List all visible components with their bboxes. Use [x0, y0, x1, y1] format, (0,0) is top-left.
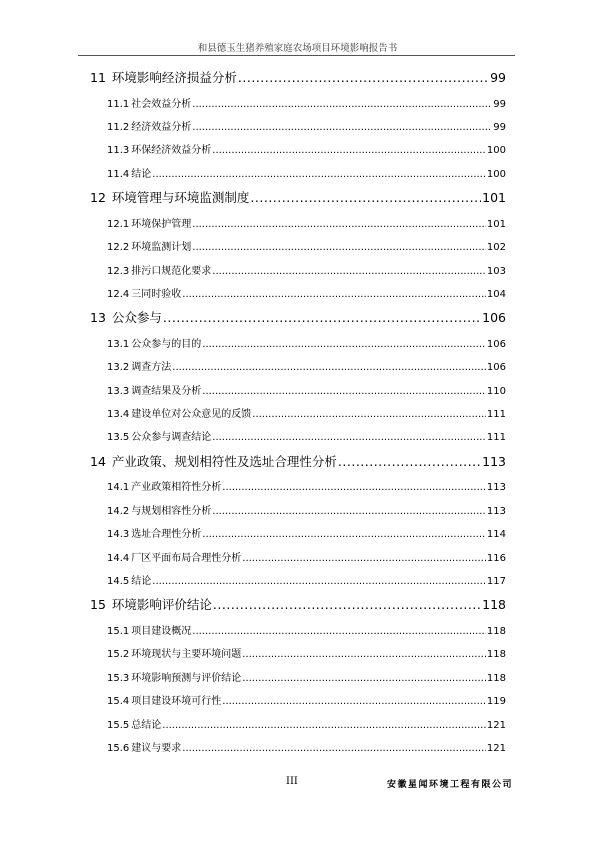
toc-entry-number: 15 [90, 597, 106, 613]
toc-entry-title: 调查结果及分析 [131, 385, 202, 397]
toc-chapter-entry[interactable] [90, 68, 506, 95]
toc-entry-page: 121 [486, 719, 506, 731]
toc-leader-dots [202, 529, 486, 540]
toc-entry-page: 110 [486, 385, 506, 397]
toc-entry-number: 13.5 [107, 432, 130, 444]
toc-entry-number: 12.1 [107, 218, 130, 230]
toc-chapter-entry[interactable] [90, 308, 506, 335]
toc-entry-number: 15.5 [107, 719, 130, 731]
toc-entry-number: 14.4 [107, 552, 130, 564]
toc-leader-dots [252, 409, 486, 420]
toc-entry-page: 99 [493, 121, 506, 133]
toc-entry-number: 12.4 [107, 288, 130, 300]
toc-entry-number: 11.3 [107, 145, 130, 157]
toc-entry-page: 113 [486, 505, 506, 517]
toc-entry-page: 100 [486, 168, 506, 180]
toc-leader-dots [182, 743, 486, 754]
toc-section-entry[interactable] [90, 358, 506, 381]
toc-leader-dots [202, 386, 486, 397]
toc-leader-dots [162, 720, 486, 731]
toc-entry-title: 环境保护管理 [131, 218, 192, 230]
toc-entry-page: 118 [486, 649, 506, 661]
toc-entry-number: 14.1 [107, 482, 130, 494]
toc-leader-dots [152, 576, 486, 587]
toc-entry-title: 与规划相容性分析 [131, 505, 212, 517]
toc-entry-title: 环境影响评价结论 [111, 597, 212, 613]
toc-entry-title: 厂区平面布局合理性分析 [131, 552, 242, 564]
toc-entry-page: 111 [486, 409, 506, 421]
toc-leader-dots [172, 362, 486, 373]
toc-section-entry[interactable] [90, 502, 506, 525]
toc-entry-number: 13.2 [107, 362, 130, 374]
toc-entry-page: 111 [486, 432, 506, 444]
toc-entry-number: 14.5 [107, 576, 130, 588]
toc-entry-number: 11.1 [107, 98, 130, 110]
toc-leader-dots [192, 99, 492, 110]
toc-entry-page: 100 [486, 145, 506, 157]
toc-entry-number: 12 [90, 190, 106, 206]
toc-entry-number: 13.1 [107, 338, 130, 350]
toc-section-entry[interactable] [90, 692, 506, 715]
toc-section-entry[interactable] [90, 525, 506, 548]
toc-section-entry[interactable] [90, 478, 506, 501]
toc-entry-page: 101 [486, 218, 506, 230]
toc-entry-number: 11.4 [107, 168, 130, 180]
toc-entry-title: 社会效益分析 [131, 98, 192, 110]
toc-entry-page: 121 [486, 742, 506, 754]
toc-entry-number: 12.2 [107, 242, 130, 254]
toc-leader-dots [238, 70, 489, 85]
toc-entry-title: 环境监测计划 [131, 242, 192, 254]
toc-section-entry[interactable] [90, 335, 506, 358]
toc-entry-number: 14 [90, 453, 106, 469]
toc-entry-title: 结论 [131, 168, 152, 180]
toc-entry-title: 环境影响预测与评价结论 [131, 672, 242, 684]
toc-entry-page: 113 [486, 482, 506, 494]
toc-leader-dots [182, 289, 486, 300]
page-number: III [286, 776, 298, 787]
toc-section-entry[interactable] [90, 669, 506, 692]
toc-entry-number: 11.2 [107, 121, 130, 133]
toc-entry-title: 产业政策相符性分析 [131, 482, 222, 494]
toc-leader-dots [192, 219, 486, 230]
toc-entry-title: 环境现状与主要环境问题 [131, 649, 242, 661]
toc-entry-page: 104 [486, 288, 506, 300]
toc-leader-dots [338, 454, 481, 469]
toc-entry-number: 15.3 [107, 672, 130, 684]
toc-section-entry[interactable] [90, 716, 506, 739]
toc-entry-page: 101 [482, 190, 506, 206]
toc-entry-title: 公众参与调查结论 [131, 432, 212, 444]
toc-entry-title: 总结论 [131, 719, 162, 731]
toc-entry-title: 公众参与的目的 [131, 338, 202, 350]
toc-entry-page: 113 [482, 453, 506, 469]
running-header: 和县德玉生猪养殖家庭农场项目环境影响报告书 [197, 43, 398, 54]
toc-entry-page: 117 [486, 576, 506, 588]
toc-entry-page: 99 [493, 98, 506, 110]
company-name: 安徽星闻环境工程有限公司 [386, 780, 513, 790]
toc-leader-dots [213, 597, 481, 612]
toc-leader-dots [212, 506, 486, 517]
header-divider [78, 55, 515, 56]
toc-chapter-entry[interactable] [90, 595, 506, 622]
toc-entry-page: 119 [486, 696, 506, 708]
toc-entry-page: 106 [482, 310, 506, 326]
toc-section-entry[interactable] [90, 262, 506, 285]
toc-entry-number: 13 [90, 310, 106, 326]
toc-entry-title: 环保经济效益分析 [131, 145, 212, 157]
toc-entry-page: 106 [486, 338, 506, 350]
toc-leader-dots [222, 482, 486, 493]
toc-section-entry[interactable] [90, 118, 506, 141]
toc-entry-number: 12.3 [107, 265, 130, 277]
toc-section-entry[interactable] [90, 382, 506, 405]
table-of-contents [90, 68, 506, 762]
toc-entry-title: 三同时验收 [131, 288, 182, 300]
toc-leader-dots [212, 145, 486, 156]
toc-chapter-entry[interactable] [90, 188, 506, 215]
toc-entry-number: 15.1 [107, 626, 130, 637]
toc-section-entry[interactable] [90, 405, 506, 428]
toc-entry-page: 116 [486, 552, 506, 564]
toc-section-entry[interactable] [90, 215, 506, 238]
toc-entry-title: 项目建设概况 [131, 626, 192, 637]
toc-leader-dots [242, 649, 486, 660]
toc-leader-dots [212, 266, 486, 277]
toc-leader-dots [222, 696, 486, 707]
toc-leader-dots [202, 339, 486, 350]
toc-leader-dots [250, 190, 481, 205]
toc-entry-title: 调查方法 [131, 362, 172, 374]
toc-entry-number: 15.4 [107, 696, 130, 708]
toc-entry-number: 15.2 [107, 649, 130, 661]
toc-entry-number: 14.3 [107, 529, 130, 541]
toc-entry-title: 选址合理性分析 [131, 529, 202, 541]
toc-entry-number: 13.4 [107, 409, 130, 421]
toc-entry-title: 产业政策、规划相符性及选址合理性分析 [111, 453, 337, 469]
toc-entry-page: 99 [490, 70, 506, 85]
toc-section-entry[interactable] [90, 549, 506, 572]
toc-chapter-entry[interactable] [90, 452, 506, 479]
toc-section-entry[interactable] [90, 622, 506, 645]
toc-entry-page: 118 [486, 626, 506, 637]
toc-leader-dots [242, 673, 486, 684]
toc-entry-page: 114 [486, 529, 506, 541]
toc-entry-page: 118 [482, 597, 506, 613]
toc-section-entry[interactable] [90, 285, 506, 308]
toc-section-entry[interactable] [90, 95, 506, 118]
toc-entry-title: 项目建设环境可行性 [131, 696, 222, 708]
toc-entry-page: 106 [486, 362, 506, 374]
toc-entry-title: 建议与要求 [131, 742, 182, 754]
toc-section-entry[interactable] [90, 645, 506, 668]
toc-leader-dots [242, 553, 486, 564]
toc-entry-number: 15.6 [107, 742, 130, 754]
toc-entry-title: 排污口规范化要求 [131, 265, 212, 277]
toc-entry-title: 环境管理与环境监测制度 [111, 190, 250, 206]
toc-section-entry[interactable] [90, 141, 506, 164]
toc-leader-dots [212, 432, 486, 443]
toc-entry-title: 建设单位对公众意见的反馈 [131, 409, 252, 421]
toc-entry-title: 公众参与 [111, 310, 162, 326]
toc-section-entry[interactable] [90, 238, 506, 261]
toc-leader-dots [192, 122, 492, 133]
toc-entry-page: 102 [486, 242, 506, 254]
toc-leader-dots [192, 626, 486, 637]
toc-entry-title: 环境影响经济损益分析 [111, 70, 237, 85]
toc-section-entry[interactable] [90, 165, 506, 188]
toc-entry-number: 11 [90, 70, 106, 85]
toc-entry-title: 经济效益分析 [131, 121, 192, 133]
toc-entry-page: 103 [486, 265, 506, 277]
toc-entry-title: 结论 [131, 576, 152, 588]
toc-section-entry[interactable] [90, 428, 506, 451]
toc-entry-page: 118 [486, 672, 506, 684]
toc-entry-number: 13.3 [107, 385, 130, 397]
toc-entry-number: 14.2 [107, 505, 130, 517]
toc-section-entry[interactable] [90, 739, 506, 762]
toc-section-entry[interactable] [90, 572, 506, 595]
toc-leader-dots [192, 242, 486, 253]
toc-leader-dots [152, 169, 486, 180]
toc-leader-dots [163, 310, 481, 325]
